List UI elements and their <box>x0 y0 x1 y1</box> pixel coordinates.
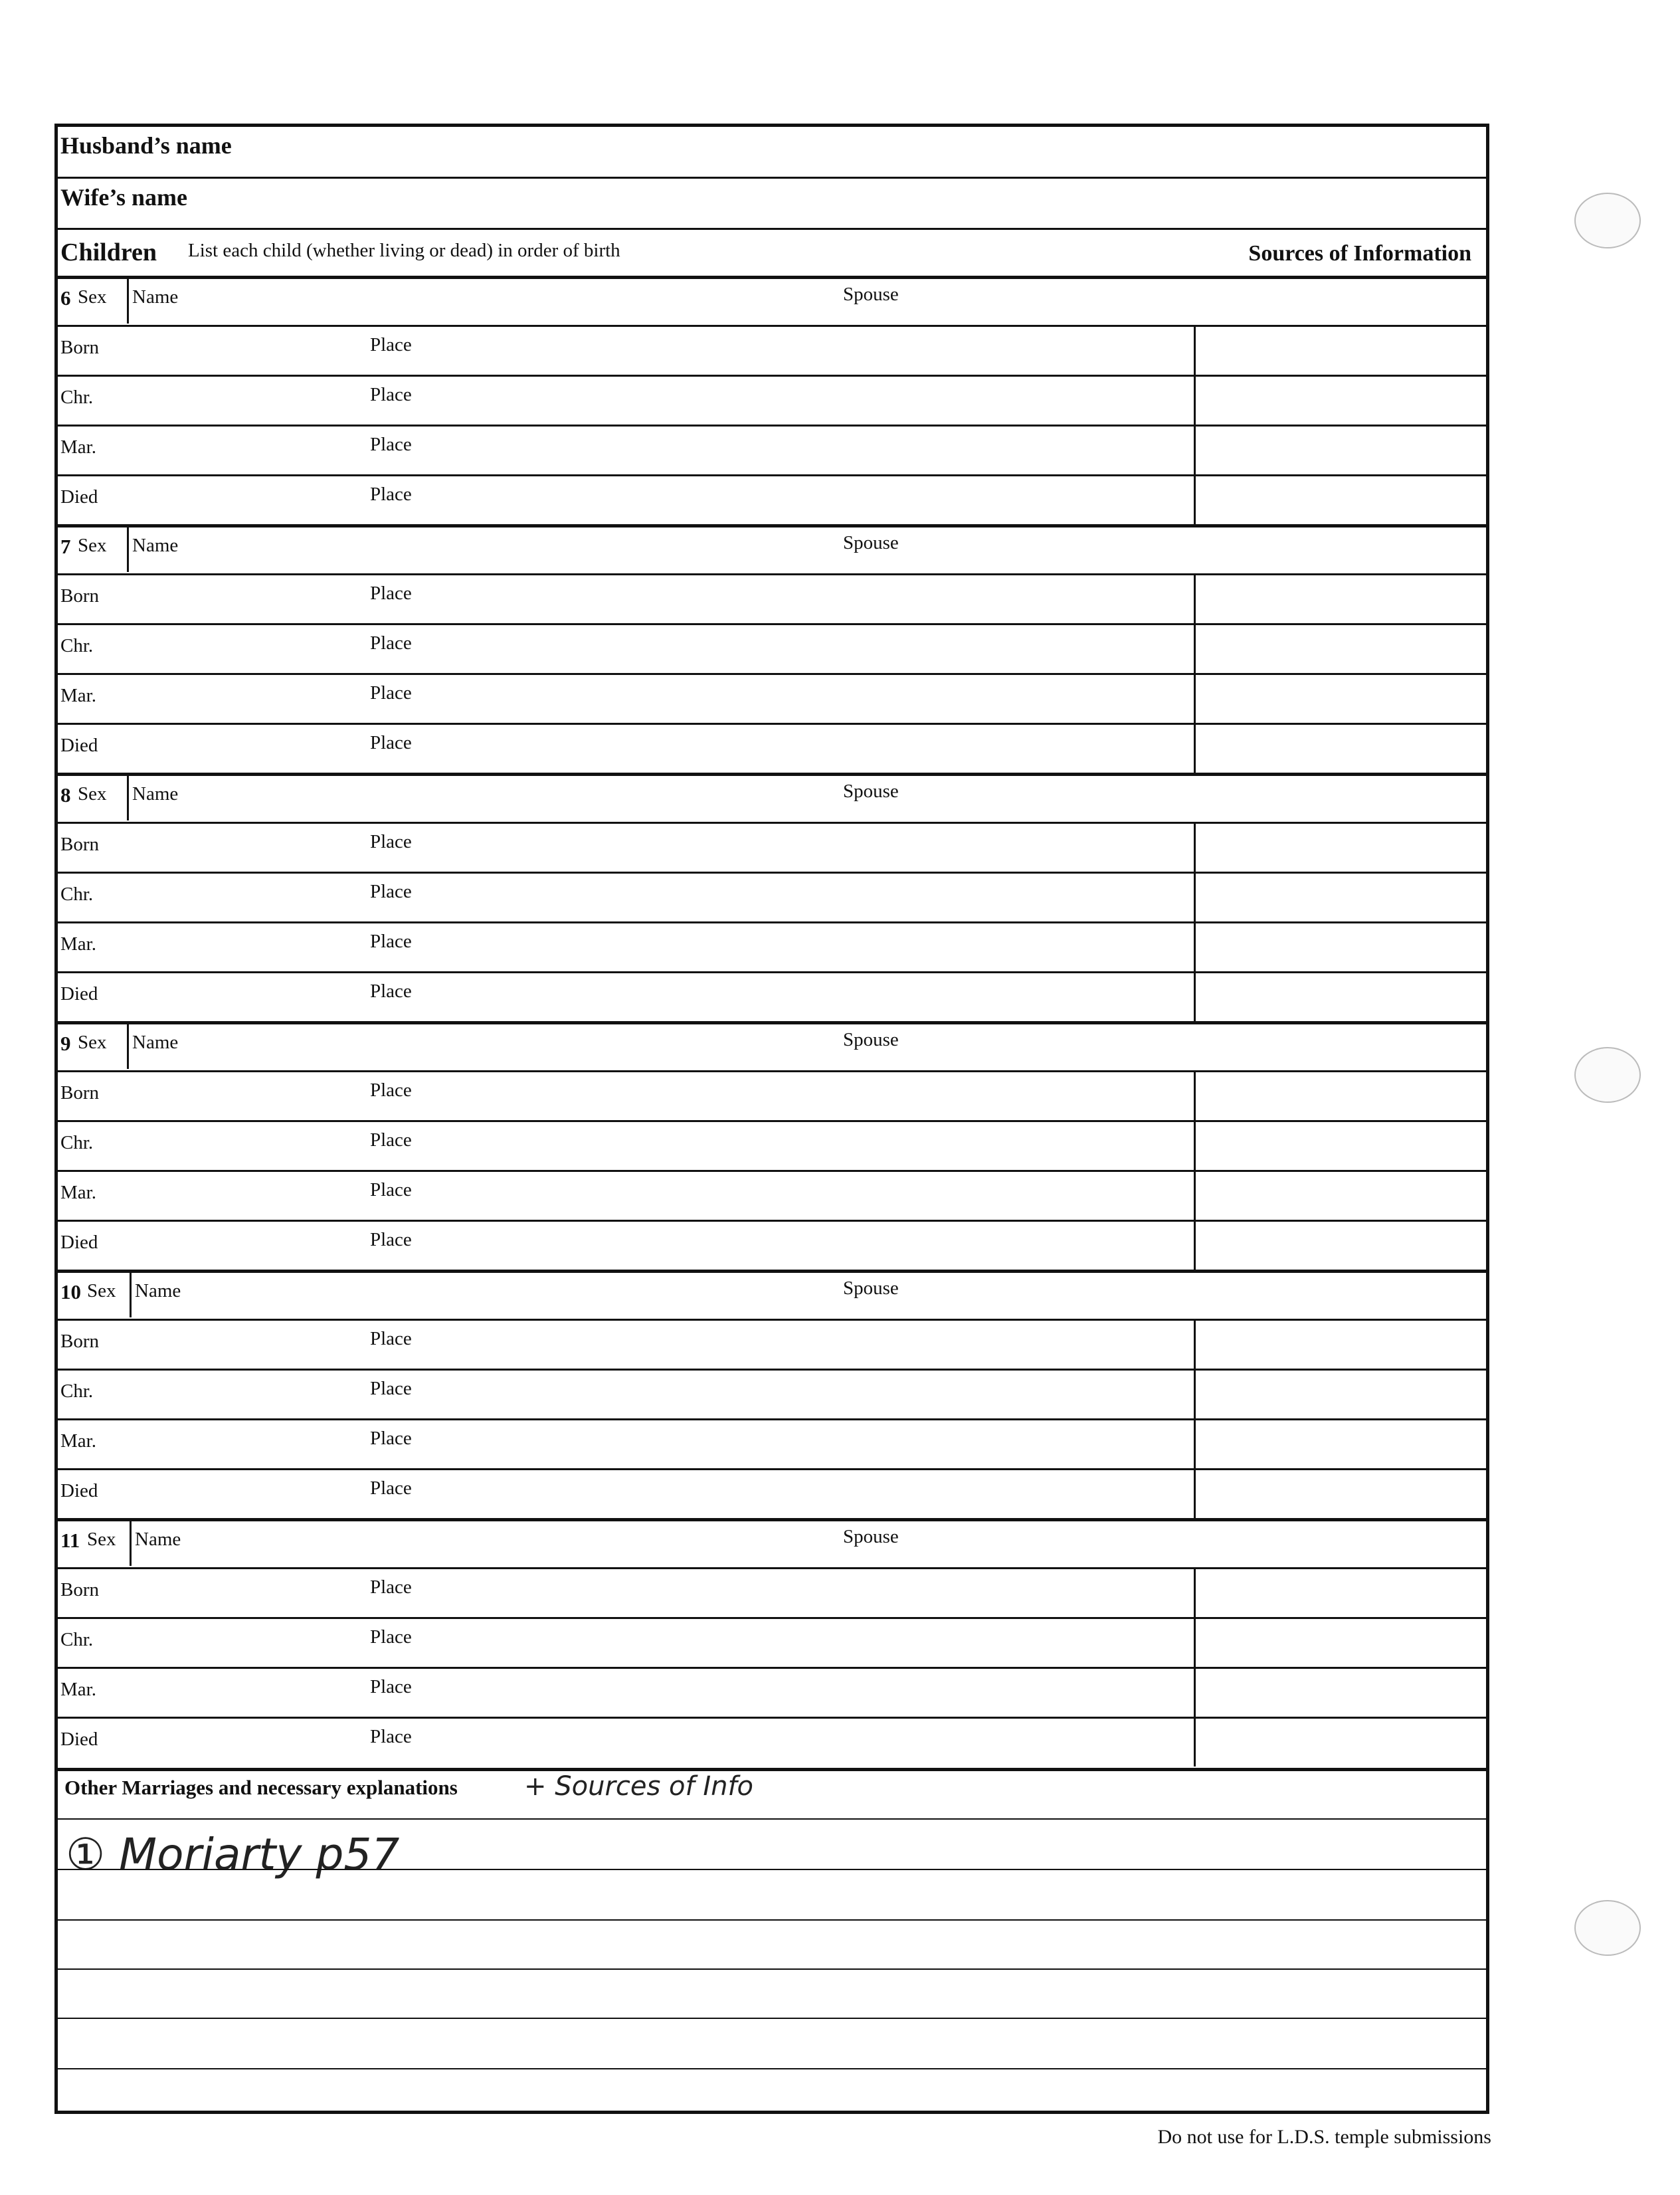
divider <box>58 177 1486 179</box>
sources-column-divider <box>1194 573 1196 773</box>
child-number: 8 <box>60 783 71 807</box>
child-number: 10 <box>60 1280 81 1303</box>
child-died-place-field[interactable]: Place <box>370 981 412 1002</box>
child-christened-place-field[interactable]: Place <box>370 632 412 654</box>
ruled-line <box>58 2068 1486 2069</box>
child-block-divider <box>58 773 1486 776</box>
child-name-field[interactable]: Name <box>132 783 179 805</box>
row-divider <box>58 425 1486 427</box>
row-divider <box>58 1667 1486 1669</box>
row-divider <box>58 1418 1486 1420</box>
row-divider <box>58 822 1486 824</box>
child-married-place-field[interactable]: Place <box>370 434 412 455</box>
ruled-line <box>58 1869 1486 1870</box>
child-died-date-field[interactable]: Died <box>60 1729 98 1750</box>
child-married-place-field[interactable]: Place <box>370 931 412 952</box>
child-born-date-field[interactable]: Born <box>60 834 99 855</box>
ruled-line <box>58 1818 1486 1820</box>
child-christened-place-field[interactable]: Place <box>370 1626 412 1648</box>
children-instruction: List each child (whether living or dead) in order of birth <box>188 240 620 261</box>
child-sex-field[interactable]: Sex <box>78 783 107 805</box>
row-divider <box>58 1220 1486 1222</box>
child-block-divider <box>58 1021 1486 1024</box>
sources-column-divider <box>1194 1319 1196 1518</box>
child-married-place-field[interactable]: Place <box>370 1676 412 1697</box>
handwritten-sources-note: + Sources of Info <box>524 1771 754 1802</box>
binder-hole-bottom <box>1574 1900 1641 1956</box>
children-label: Children <box>60 239 157 266</box>
child-christened-place-field[interactable]: Place <box>370 384 412 405</box>
row-divider <box>58 1567 1486 1569</box>
row-divider <box>58 1319 1486 1321</box>
child-married-date-field[interactable]: Mar. <box>60 1679 96 1700</box>
child-block-divider <box>58 524 1486 527</box>
sources-column-divider <box>1194 1070 1196 1270</box>
row-divider <box>58 623 1486 625</box>
child-married-date-field[interactable]: Mar. <box>60 685 96 706</box>
child-spouse-field[interactable]: Spouse <box>843 1029 899 1050</box>
sources-column-divider <box>1194 325 1196 524</box>
child-name-field[interactable]: Name <box>132 286 179 308</box>
child-born-date-field[interactable]: Born <box>60 1082 99 1103</box>
binder-hole-top <box>1574 193 1641 248</box>
ruled-line <box>58 1919 1486 1921</box>
child-married-place-field[interactable]: Place <box>370 1179 412 1200</box>
handwritten-reference-note: ① Moriarty p57 <box>66 1829 400 1880</box>
sources-column-divider <box>1194 1567 1196 1766</box>
child-block-divider <box>58 1270 1486 1273</box>
wife-name-label: Wife’s name <box>60 184 187 211</box>
child-died-date-field[interactable]: Died <box>60 735 98 756</box>
row-divider <box>58 673 1486 675</box>
family-group-form <box>54 124 1489 2114</box>
husband-name-label: Husband’s name <box>60 132 232 159</box>
name-cell-divider <box>127 525 129 572</box>
sources-column-divider <box>1194 822 1196 1021</box>
ruled-line <box>58 2018 1486 2019</box>
row-divider <box>58 1369 1486 1371</box>
other-marriages-label: Other Marriages and necessary explanations <box>64 1776 458 1799</box>
child-died-place-field[interactable]: Place <box>370 1726 412 1747</box>
divider <box>58 1768 1486 1771</box>
child-died-date-field[interactable]: Died <box>60 1232 98 1253</box>
row-divider <box>58 1120 1486 1122</box>
child-sex-field[interactable]: Sex <box>78 286 107 308</box>
child-christened-date-field[interactable]: Chr. <box>60 1381 94 1402</box>
child-born-place-field[interactable]: Place <box>370 1328 412 1349</box>
child-died-place-field[interactable]: Place <box>370 1229 412 1250</box>
child-christened-date-field[interactable]: Chr. <box>60 387 94 408</box>
name-cell-divider <box>130 1271 132 1317</box>
name-cell-divider <box>130 1519 132 1566</box>
child-block-divider <box>58 276 1486 279</box>
name-cell-divider <box>127 774 129 820</box>
child-married-place-field[interactable]: Place <box>370 1428 412 1449</box>
child-spouse-field[interactable]: Spouse <box>843 284 899 305</box>
child-christened-date-field[interactable]: Chr. <box>60 1629 94 1650</box>
child-spouse-field[interactable]: Spouse <box>843 1526 899 1547</box>
child-number: 9 <box>60 1032 71 1055</box>
child-sex-field[interactable]: Sex <box>78 1032 107 1053</box>
child-name-field[interactable]: Name <box>132 1032 179 1053</box>
child-born-date-field[interactable]: Born <box>60 337 99 358</box>
child-married-date-field[interactable]: Mar. <box>60 933 96 955</box>
child-married-date-field[interactable]: Mar. <box>60 436 96 458</box>
child-married-place-field[interactable]: Place <box>370 682 412 704</box>
child-born-place-field[interactable]: Place <box>370 1080 412 1101</box>
child-sex-field[interactable]: Sex <box>87 1529 116 1550</box>
child-spouse-field[interactable]: Spouse <box>843 781 899 802</box>
divider <box>58 228 1486 230</box>
child-married-date-field[interactable]: Mar. <box>60 1430 96 1452</box>
row-divider <box>58 1617 1486 1619</box>
ruled-line <box>58 1968 1486 1970</box>
child-born-date-field[interactable]: Born <box>60 1579 99 1600</box>
child-christened-date-field[interactable]: Chr. <box>60 635 94 656</box>
child-sex-field[interactable]: Sex <box>87 1280 116 1301</box>
child-born-place-field[interactable]: Place <box>370 334 412 355</box>
child-christened-place-field[interactable]: Place <box>370 881 412 902</box>
child-sex-field[interactable]: Sex <box>78 535 107 556</box>
child-number: 7 <box>60 535 71 558</box>
child-christened-place-field[interactable]: Place <box>370 1378 412 1399</box>
row-divider <box>58 1170 1486 1172</box>
row-divider <box>58 325 1486 327</box>
child-born-date-field[interactable]: Born <box>60 1331 99 1352</box>
child-married-date-field[interactable]: Mar. <box>60 1182 96 1203</box>
row-divider <box>58 971 1486 973</box>
child-name-field[interactable]: Name <box>135 1280 181 1301</box>
child-died-place-field[interactable]: Place <box>370 1478 412 1499</box>
row-divider <box>58 1468 1486 1470</box>
child-spouse-field[interactable]: Spouse <box>843 532 899 553</box>
child-died-date-field[interactable]: Died <box>60 983 98 1004</box>
row-divider <box>58 1070 1486 1072</box>
row-divider <box>58 872 1486 874</box>
child-died-place-field[interactable]: Place <box>370 732 412 753</box>
child-number: 11 <box>60 1529 80 1552</box>
child-name-field[interactable]: Name <box>135 1529 181 1550</box>
child-name-field[interactable]: Name <box>132 535 179 556</box>
footer-notice: Do not use for L.D.S. temple submissions <box>1157 2126 1491 2148</box>
child-number: 6 <box>60 286 71 310</box>
child-christened-place-field[interactable]: Place <box>370 1129 412 1151</box>
row-divider <box>58 921 1486 923</box>
row-divider <box>58 573 1486 575</box>
child-died-date-field[interactable]: Died <box>60 1480 98 1501</box>
row-divider <box>58 723 1486 725</box>
child-born-place-field[interactable]: Place <box>370 1576 412 1598</box>
binder-hole-middle <box>1574 1047 1641 1103</box>
sources-of-information-label: Sources of Information <box>1248 241 1471 266</box>
child-spouse-field[interactable]: Spouse <box>843 1278 899 1299</box>
name-cell-divider <box>127 1022 129 1069</box>
child-born-place-field[interactable]: Place <box>370 831 412 852</box>
child-christened-date-field[interactable]: Chr. <box>60 884 94 905</box>
row-divider <box>58 1717 1486 1719</box>
row-divider <box>58 474 1486 476</box>
child-block-divider <box>58 1518 1486 1521</box>
name-cell-divider <box>127 277 129 324</box>
row-divider <box>58 375 1486 377</box>
child-died-place-field[interactable]: Place <box>370 484 412 505</box>
child-died-date-field[interactable]: Died <box>60 486 98 508</box>
child-born-place-field[interactable]: Place <box>370 583 412 604</box>
child-christened-date-field[interactable]: Chr. <box>60 1132 94 1153</box>
child-born-date-field[interactable]: Born <box>60 585 99 607</box>
